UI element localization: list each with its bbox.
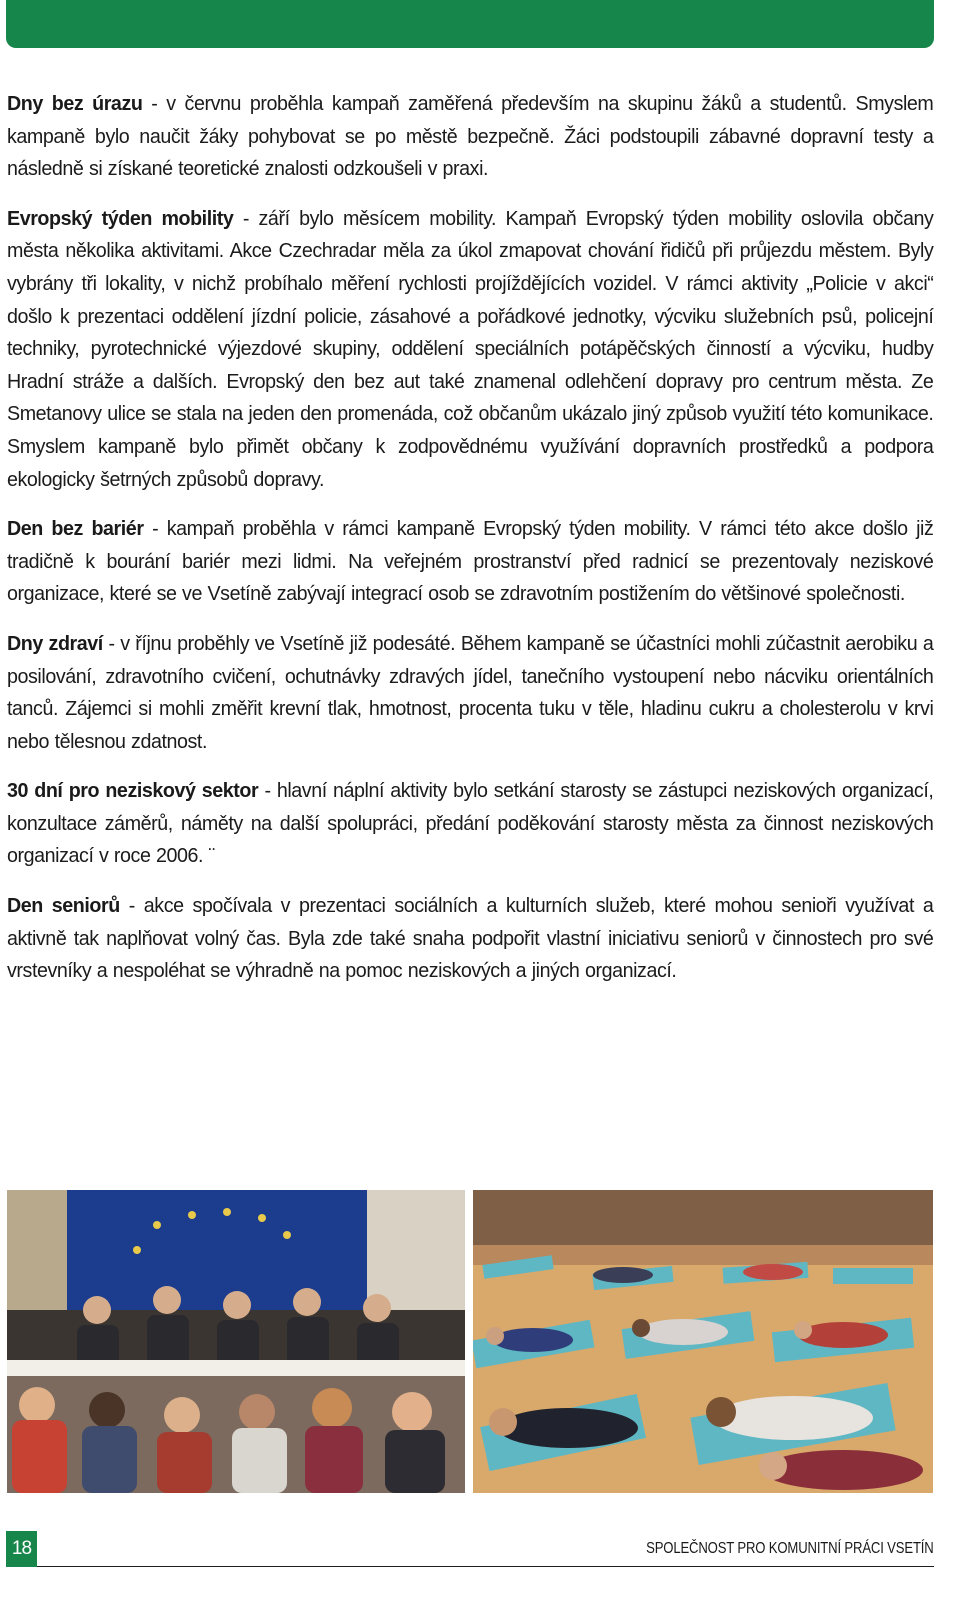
footer-rule [37,1566,934,1567]
paragraph-text: - akce spočívala v prezentaci sociálních a kulturních služeb, které mohou senioři využívat a aktivně tak naplňovat volný čas. Byla zde také snaha podpořit vlastní iniciativu seniorů v činnostech pro své vrstevníky a nespoléhat se výhradně na pomoc neziskových a jiných organizací. [7,894,934,983]
photo-row [7,1190,933,1493]
paragraph-dny-bez-urazu [7,88,933,186]
article-body [7,88,933,1005]
header-green-bar [6,0,934,48]
exercise-photo [473,1190,933,1493]
paragraph-dny-zdravi [7,628,933,758]
paragraph-text: - září bylo měsícem mobility. Kampaň Evropský týden mobility oslovila občany města několika aktivitami. Akce Czechradar měla za úkol zmapovat chování řidičů při průjezdu městem. Byly vybrány tři lokality, v nichž probíhalo měření rychlosti projíždějících vozidel. V rámci aktivity „Policie v akci“ došlo k prezentaci oddělení jízdní policie, zásahové a pořádkové jednotky, výcviku služebních psů, policejní techniky, pyrotechnické výjezdové skupiny, oddělení speciálních potápěčských činností a výcviku, hudby Hradní stráže a dalších. Evropský den bez aut také znamenal odlehčení dopravy pro centrum města. Ze Smetanovy ulice se stala na jeden den promenáda, což občanům ukázalo jiný způsob využití této komunikace. Smyslem kampaně bylo přimět občany k zodpovědnému využívání dopravních prostředků a podpora ekologicky šetrných způsobů dopravy. [7,206,934,491]
paragraph-text: - kampaň proběhla v rámci kampaně Evropský týden mobility. V rámci této akce došlo již tradičně k bourání bariér mezi lidmi. Na veřejném prostranství před radnicí se prezentovaly neziskové organizace, které se ve Vsetíně zabývají integrací osob se zdravotním postižením do většinové společnosti. [7,517,934,606]
paragraph-heading: 30 dní pro neziskový sektor [7,779,259,803]
paragraph-heading: Dny bez úrazu [7,92,143,115]
meeting-photo [7,1190,465,1493]
paragraph-den-bez-barier [7,513,933,611]
paragraph-den-senioru [7,890,933,988]
page-number: 18 [6,1531,37,1567]
paragraph-text: - v červnu proběhla kampaň zaměřená především na skupinu žáků a studentů. Smyslem kampaně bylo naučit žáky pohybovat se po městě bezpečně. Žáci podstoupili zábavné dopravní testy a následně si získané teoretické znalosti odzkoušeli v praxi. [7,92,934,181]
paragraph-evropsky-tyden-mobility [7,203,933,496]
footer-organization: SPOLEČNOST PRO KOMUNITNÍ PRÁCI VSETÍN [646,1540,934,1557]
paragraph-heading: Den bez bariér [7,517,144,541]
paragraph-text: - hlavní náplní aktivity bylo setkání starosty se zástupci neziskových organizací, konzultace záměrů, náměty na další spolupráci, předání poděkování starosty města za činnost neziskových organizací v roce 2006. ¨ [7,779,934,868]
paragraph-30-dni [7,775,933,873]
paragraph-heading: Den seniorů [7,894,120,918]
paragraph-text: - v říjnu proběhly ve Vsetíně již podesáté. Během kampaně se účastníci mohli zúčastnit aerobiku a posilování, zdravotního cvičení, ochutnávky zdravých jídel, tanečního vystoupení nebo nácviku orientálních tanců. Zájemci si mohli změřit krevní tlak, hmotnost, procenta tuku v těle, hladinu cukru a cholesterolu v krvi nebo tělesnou zdatnost. [7,631,934,753]
paragraph-heading: Evropský týden mobility [7,206,234,230]
paragraph-heading: Dny zdraví [7,631,103,655]
